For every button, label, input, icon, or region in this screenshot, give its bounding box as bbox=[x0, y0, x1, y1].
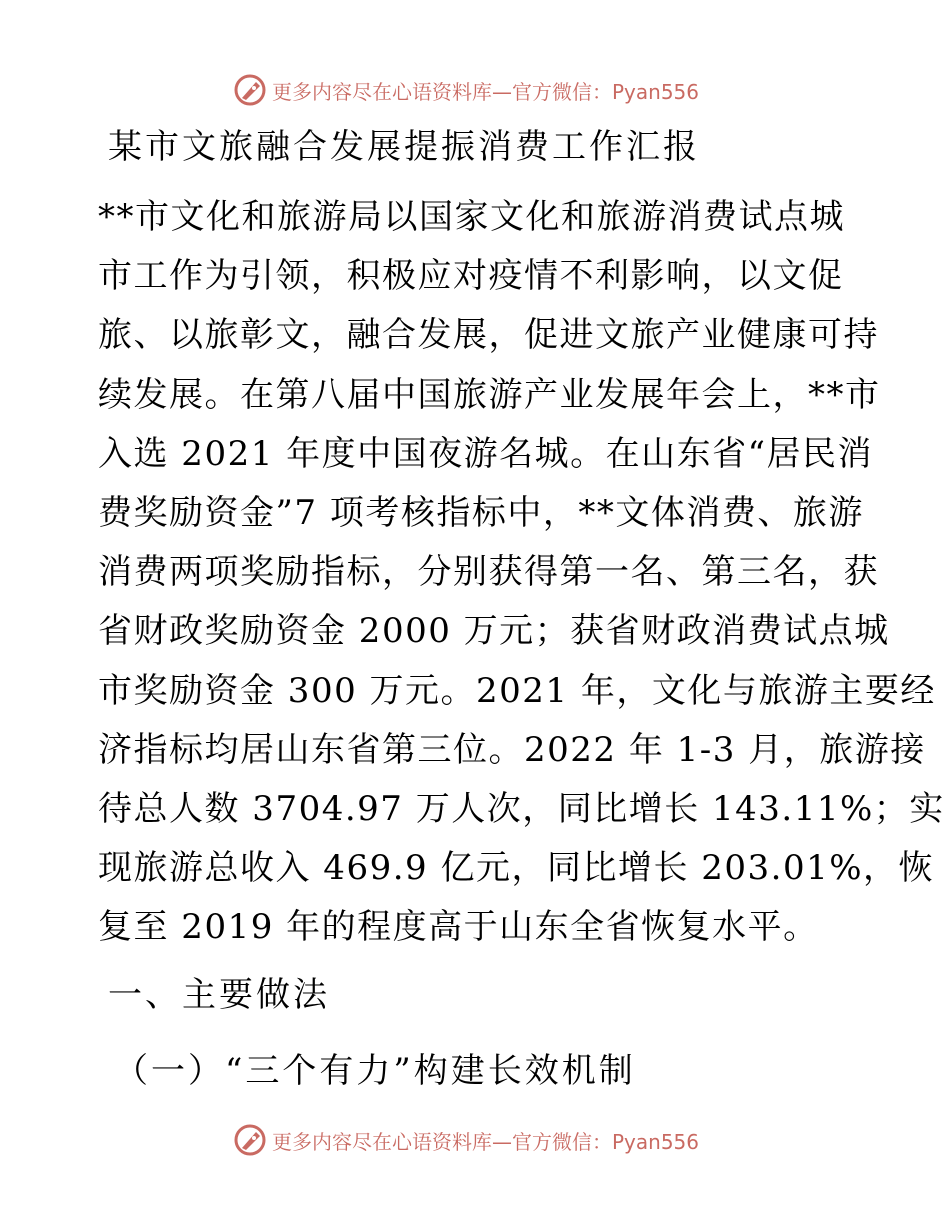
paragraph-line: 济指标均居山东省第三位。2022 年 1-3 月，旅游接 bbox=[98, 729, 926, 770]
paragraph-line: 待总人数 3704.97 万人次，同比增长 143.11%；实 bbox=[98, 788, 945, 829]
watermark-banner-bottom bbox=[232, 1120, 699, 1160]
paragraph-line: 消费两项奖励指标，分别获得第一名、第三名，获 bbox=[98, 552, 879, 593]
pen-nib-logo-icon bbox=[232, 72, 268, 108]
subsection-heading: （一）“三个有力”构建长效机制 bbox=[114, 1051, 636, 1091]
paragraph-line: 入选 2021 年度中国夜游名城。在山东省“居民消 bbox=[98, 433, 874, 474]
paragraph-line: **市文化和旅游局以国家文化和旅游消费试点城 bbox=[98, 197, 845, 237]
paragraph-line: 现旅游总收入 469.9 亿元，同比增长 203.01%，恢 bbox=[98, 848, 935, 889]
intro-paragraph bbox=[98, 188, 945, 957]
paragraph-line: 市奖励资金 300 万元。2021 年，文化与旅游主要经 bbox=[98, 670, 936, 711]
document-title: 某市文旅融合发展提振消费工作汇报 bbox=[108, 127, 700, 167]
watermark-text: 更多内容尽在心语资料库—官方微信：Pyan556 bbox=[272, 79, 700, 104]
watermark-banner-top bbox=[232, 70, 699, 110]
paragraph-line: 续发展。在第八届中国旅游产业发展年会上，**市 bbox=[98, 374, 881, 415]
watermark-text: 更多内容尽在心语资料库—官方微信：Pyan556 bbox=[272, 1129, 700, 1154]
paragraph-line: 复至 2019 年的程度高于山东全省恢复水平。 bbox=[98, 907, 819, 948]
paragraph-line: 费奖励资金”7 项考核指标中，**文体消费、旅游 bbox=[98, 492, 864, 533]
paragraph-line: 市工作为引领，积极应对疫情不利影响，以文促 bbox=[98, 256, 844, 297]
paragraph-line: 省财政奖励资金 2000 万元；获省财政消费试点城 bbox=[98, 611, 890, 652]
paragraph-line: 旅、以旅彰文，融合发展，促进文旅产业健康可持 bbox=[98, 315, 879, 356]
pen-nib-logo-icon bbox=[232, 1122, 268, 1158]
section-heading: 一、主要做法 bbox=[108, 975, 330, 1015]
